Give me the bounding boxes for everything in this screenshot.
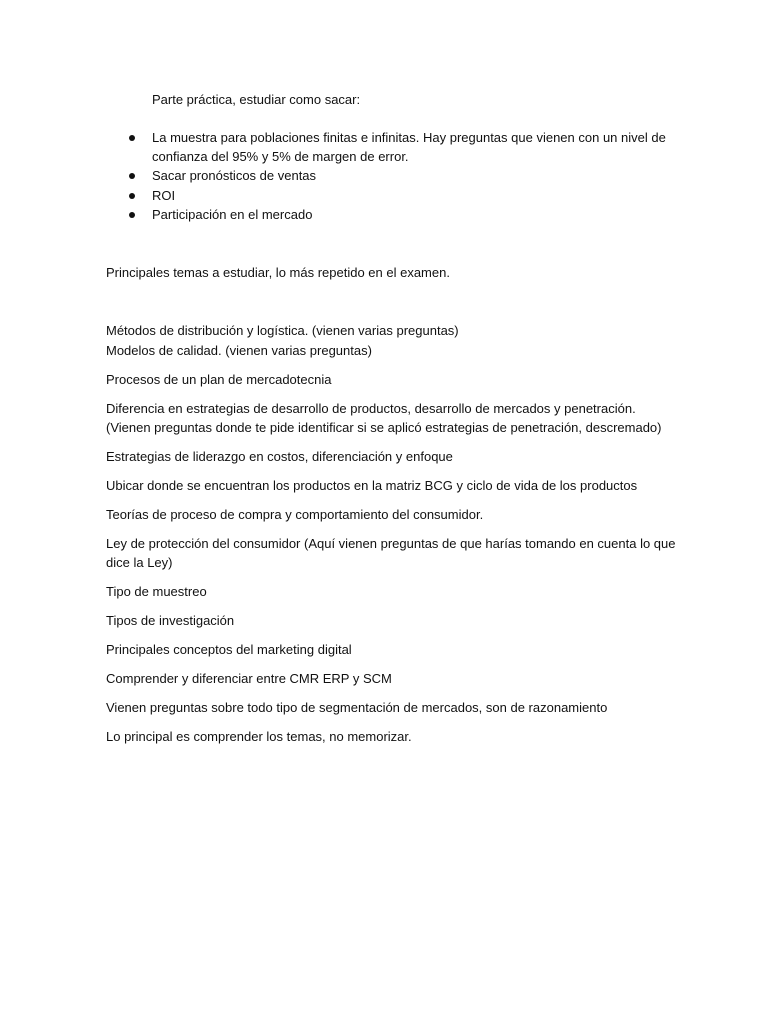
list-item: Sacar pronósticos de ventas	[152, 168, 317, 183]
topic-line: Estrategias de liderazgo en costos, diferenciación y enfoque	[106, 449, 453, 464]
list-item: ROI	[152, 188, 176, 203]
topic-line: Comprender y diferenciar entre CMR ERP y SCM	[106, 671, 392, 686]
topic-line: dice la Ley)	[106, 555, 173, 570]
practical-heading: Parte práctica, estudiar como sacar:	[152, 92, 361, 107]
topic-line: Ley de protección del consumidor (Aquí vienen preguntas de que harías tomando en cuenta lo que	[106, 536, 676, 551]
list-item-continuation: confianza del 95% y 5% de margen de error.	[152, 149, 409, 164]
topic-line: Diferencia en estrategias de desarrollo de productos, desarrollo de mercados y penetración.	[106, 401, 636, 416]
topic-line: Principales conceptos del marketing digital	[106, 642, 352, 657]
bullet-icon	[129, 212, 135, 218]
list-item: Participación en el mercado	[152, 207, 313, 222]
topic-line: Lo principal es comprender los temas, no memorizar.	[106, 729, 412, 744]
topic-line: Tipos de investigación	[106, 613, 235, 628]
main-heading: Principales temas a estudiar, lo más repetido en el examen.	[106, 265, 450, 280]
bullet-icon	[129, 135, 135, 141]
bullet-icon	[129, 193, 135, 199]
topic-line: Teorías de proceso de compra y comportamiento del consumidor.	[106, 507, 484, 522]
topic-line: Procesos de un plan de mercadotecnia	[106, 372, 332, 387]
topic-line: Métodos de distribución y logística. (vienen varias preguntas)	[106, 323, 459, 338]
list-item: La muestra para poblaciones finitas e infinitas. Hay preguntas que vienen con un nivel de	[152, 130, 666, 145]
bullet-icon	[129, 173, 135, 179]
topic-line: Modelos de calidad. (vienen varias preguntas)	[106, 343, 372, 358]
topic-line: Ubicar donde se encuentran los productos en la matriz BCG y ciclo de vida de los productos	[106, 478, 638, 493]
topic-line: Vienen preguntas sobre todo tipo de segmentación de mercados, son de razonamiento	[106, 700, 608, 715]
topic-line: Tipo de muestreo	[106, 584, 207, 599]
topic-line: (Vienen preguntas donde te pide identificar si se aplicó estrategias de penetración, descremado)	[106, 420, 662, 435]
